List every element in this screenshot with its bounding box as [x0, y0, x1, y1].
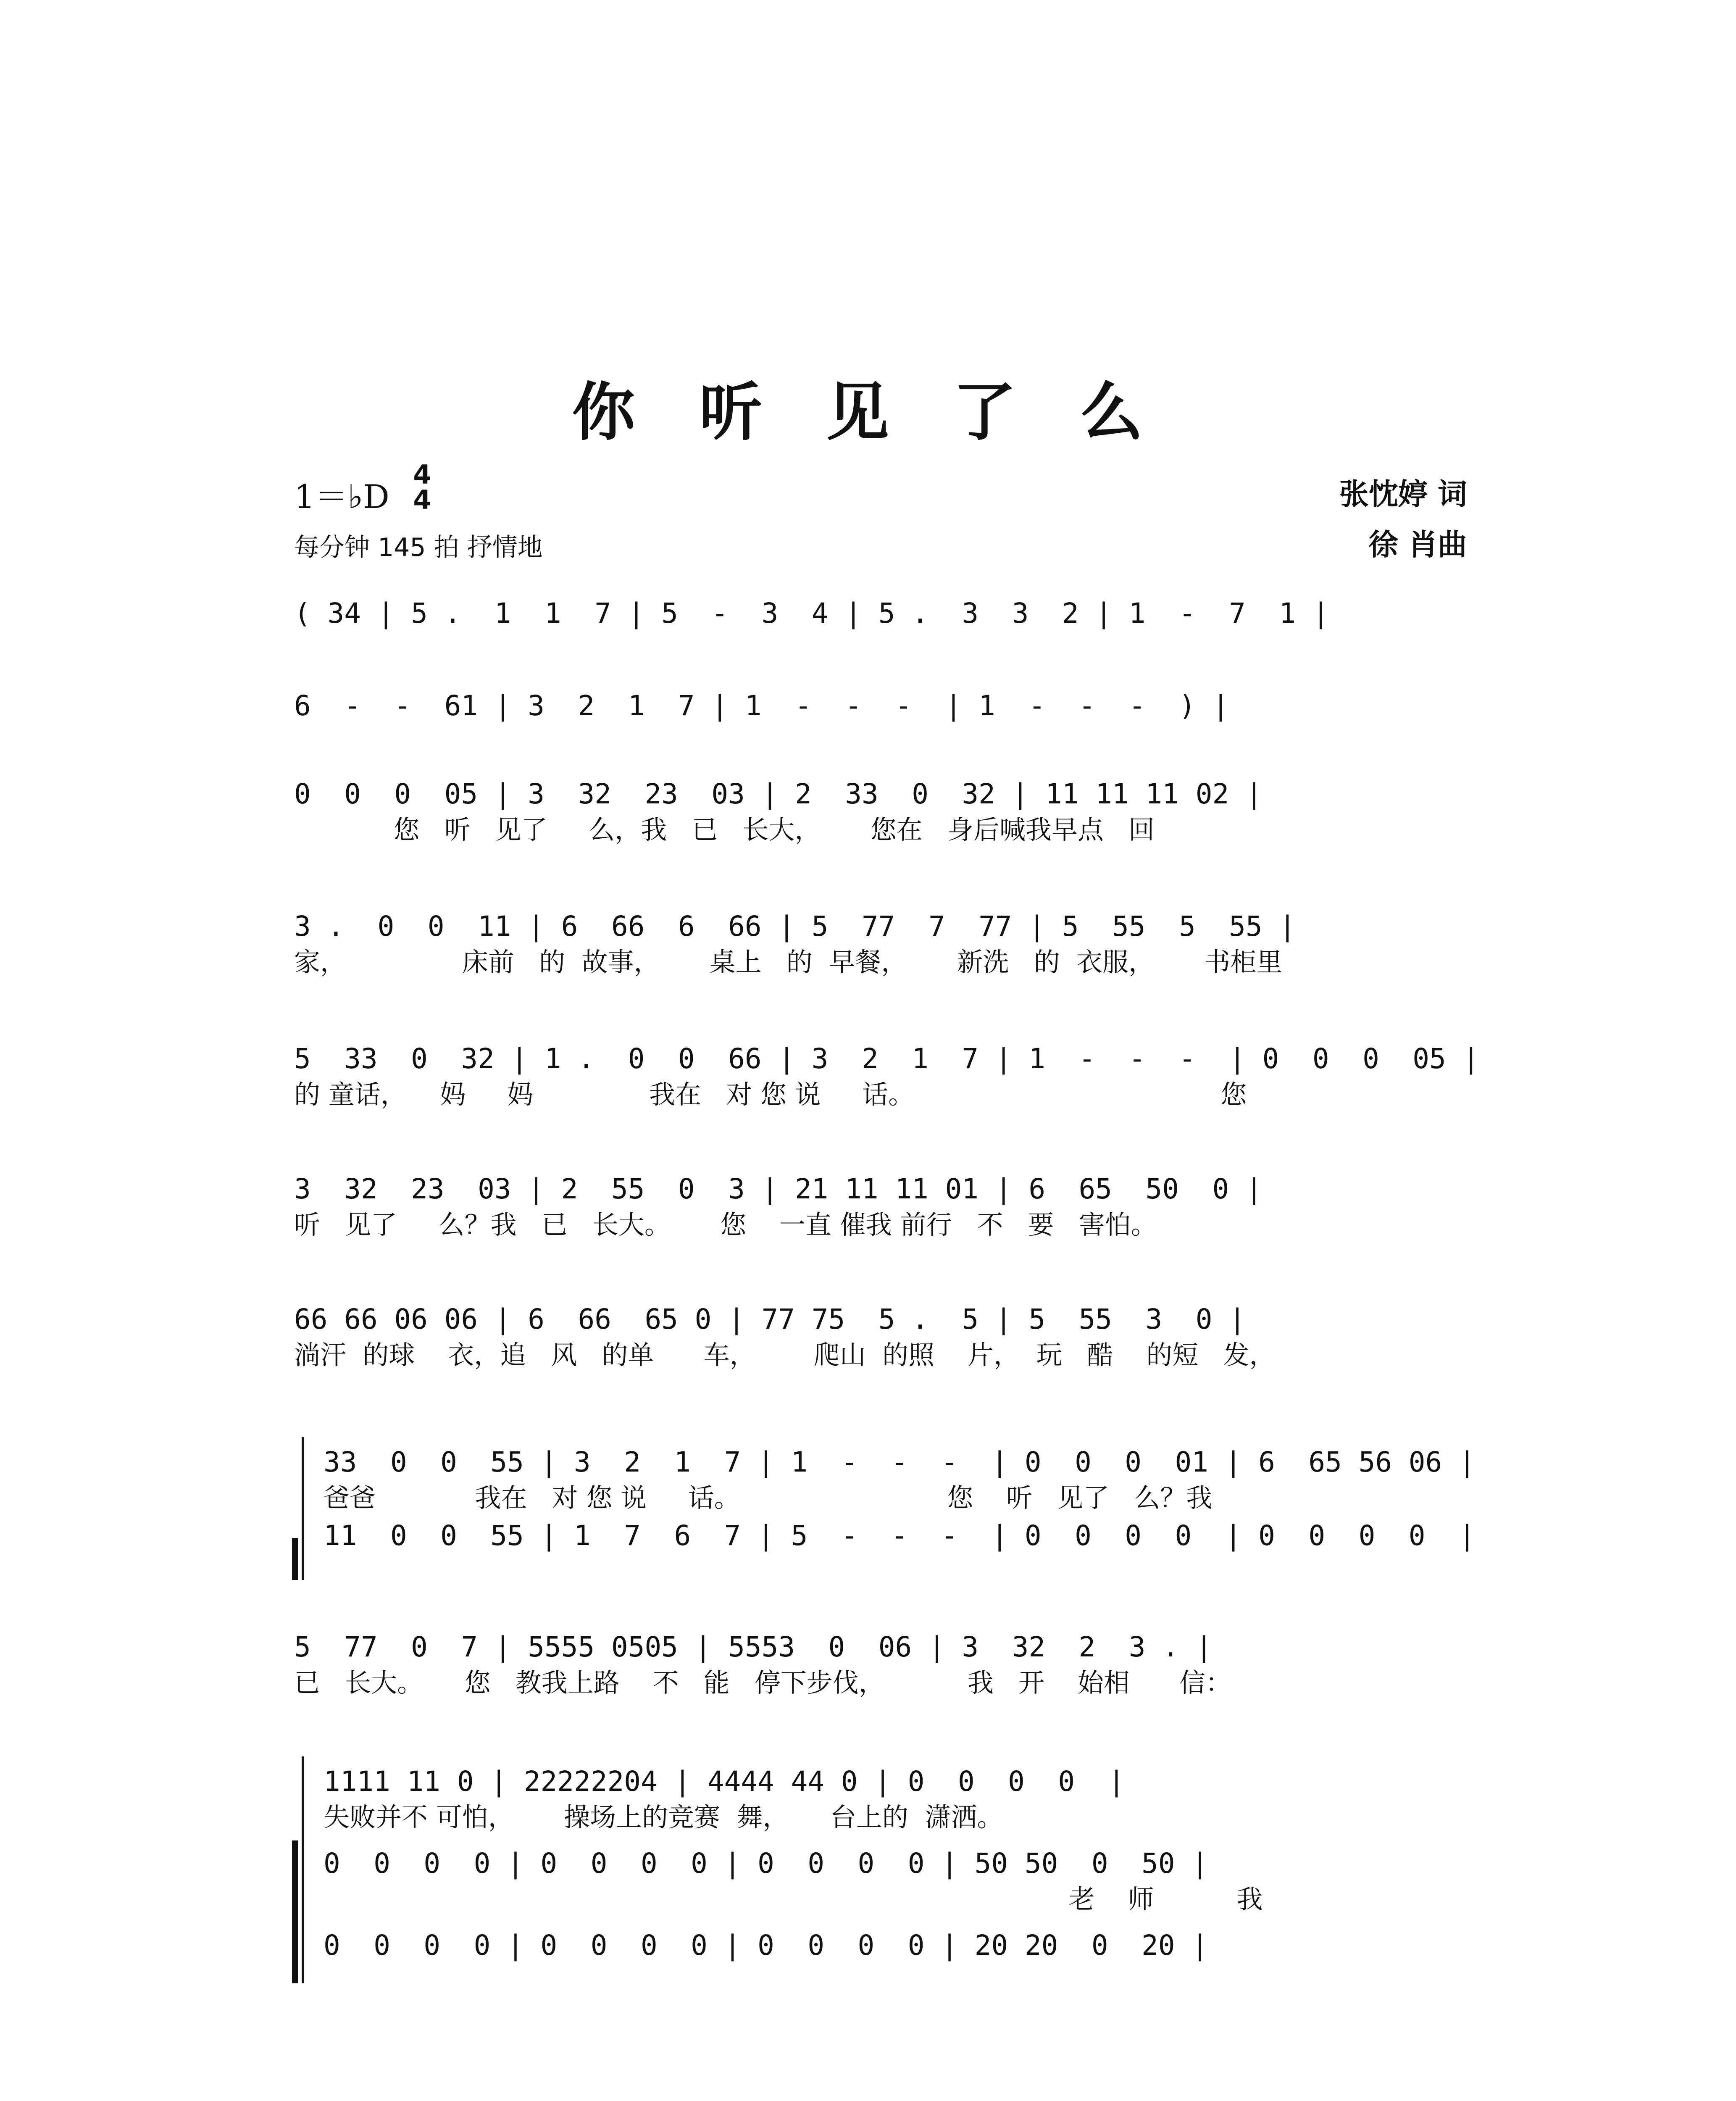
notation-line: 3 32 23 03 | 2 55 0 3 | 21 11 11 01 | 6 65 50 0 |: [294, 1173, 1263, 1205]
music-system: [294, 1172, 1462, 1244]
lyrics-line: 听 见了 么？我 已 长大。 您 一直 催我 前行 不 要 害怕。: [294, 1209, 1157, 1240]
music-system: [294, 689, 1462, 723]
notation-line: 6 - - 61 | 3 2 1 7 | 1 - - - | 1 - - - ) |: [294, 690, 1229, 722]
notation-line: 66 66 06 06 | 6 66 65 0 | 77 75 5 . 5 | 5 55 3 0 |: [294, 1303, 1246, 1335]
notation-line: 5 77 0 7 | 5555 0505 | 5553 0 06 | 3 32 2 3 . |: [294, 1631, 1213, 1663]
music-system: [294, 597, 1462, 630]
notation-line-lower: 0 0 0 0 | 0 0 0 0 | 0 0 0 0 | 20 20 0 20 |: [324, 1929, 1208, 1961]
song-title: 你 听 见 了 么: [572, 375, 1164, 449]
music-system: [324, 1445, 1476, 1553]
lyrics-line: 失败并不 可怕， 操场上的竞赛 舞， 台上的 潇洒。: [324, 1802, 1003, 1832]
notation-line-lower: 11 0 0 55 | 1 7 6 7 | 5 - - - | 0 0 0 0 | 0 0 0 0 |: [324, 1519, 1476, 1552]
notation-line-middle: 0 0 0 0 | 0 0 0 0 | 0 0 0 0 | 50 50 0 50 |: [324, 1847, 1208, 1880]
time-signature-bottom: 4: [413, 484, 431, 515]
time-signature-top: 4: [413, 459, 431, 490]
composer-credit: 徐 肖曲: [1368, 527, 1467, 562]
music-system: [294, 1303, 1462, 1374]
system-brace: [292, 1840, 298, 1983]
notation-line: 33 0 0 55 | 3 2 1 7 | 1 - - - | 0 0 0 01 | 6 65 56 06 |: [324, 1446, 1476, 1478]
notation-line: ( 34 | 5 . 1 1 7 | 5 - 3 4 | 5 . 3 3 2 | 1 - 7 1 |: [294, 597, 1329, 629]
tempo-marking: 每分钟 145 拍 抒情地: [294, 533, 543, 562]
lyrics-line: 您 听 见了 么，我 已 长大， 您在 身后喊我早点 回: [294, 814, 1155, 845]
notation-line: 1111 11 0 | 22222204 | 4444 44 0 | 0 0 0 0 |: [324, 1765, 1125, 1798]
key-signature: 1＝♭D: [294, 478, 389, 516]
lyrics-line: 的 童话， 妈 妈 我在 对 您 说 话。 您: [294, 1079, 1247, 1110]
lyricist-credit: 张忱婷 词: [1339, 477, 1467, 511]
system-brace: [292, 1538, 298, 1580]
system-bracket: [302, 1437, 304, 1580]
lyrics-line: 家， 床前 的 故事， 桌上 的 早餐， 新洗 的 衣服， 书柜里: [294, 947, 1283, 977]
notation-line: 0 0 0 05 | 3 32 23 03 | 2 33 0 32 | 11 11 11 02 |: [294, 778, 1263, 810]
music-system: [294, 910, 1462, 981]
system-bracket: [302, 1756, 304, 1983]
lyrics-line: 已 长大。 您 教我上路 不 能 停下步伐， 我 开 始相 信：: [294, 1667, 1232, 1698]
music-system: [294, 1630, 1462, 1702]
music-system: [294, 1042, 1480, 1114]
lyrics-line: 爸爸 我在 对 您 说 话。 您 听 见了 么？我: [324, 1482, 1213, 1513]
notation-line: 3 . 0 0 11 | 6 66 6 66 | 5 77 7 77 | 5 55 5 55 |: [294, 910, 1296, 943]
music-system: [294, 777, 1462, 849]
lyrics-line-middle: 老 师 我: [324, 1884, 1263, 1914]
time-signature: [410, 459, 435, 515]
lyrics-line: 淌汗 的球 衣，追 风 的单 车， 爬山 的照 片， 玩 酷 的短 发，: [294, 1340, 1276, 1370]
music-system: [324, 1765, 1462, 1962]
notation-line: 5 33 0 32 | 1 . 0 0 66 | 3 2 1 7 | 1 - - - | 0 0 0 05 |: [294, 1043, 1480, 1075]
